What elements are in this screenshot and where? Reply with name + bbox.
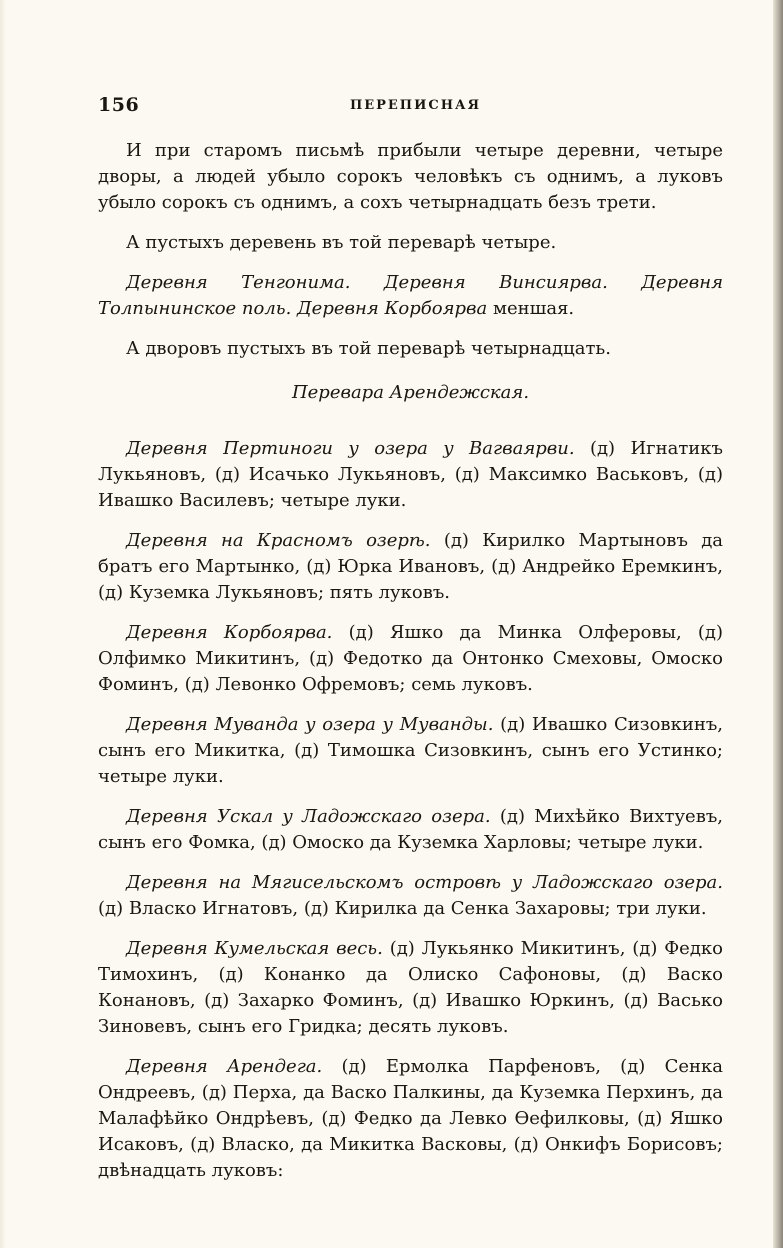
village-names: Деревня Тенгонима. Деревня Винсиярва. Деревня Толпынинское поль. Деревня Корбоярва: [98, 272, 723, 319]
village-name: Деревня на Мягисельскомъ островѣ у Ладожскаго озера.: [126, 872, 723, 893]
village-entry: Деревня Муванда у озера у Муванды. (д) Ивашко Сизовкинъ, сынъ его Микитка, (д) Тимошка Сизовкинъ, сынъ его Устинко; четыре луки.: [98, 714, 723, 787]
village-entry: Деревня Арендега. (д) Ермолка Парфеновъ, (д) Сенка Ондреевъ, (д) Перха, да Васко Палкины, да Куземка Перхинъ, да Малафѣйко Ондрѣевъ, (д) Федко да Левко Ѳефилковы, (д) Яшко Исаковъ, (д) Власко, да Микитка Васковы, (д) Онкифъ Борисовъ; двѣнадцать луковъ:: [98, 1056, 723, 1181]
paragraph: Деревня Тенгонима. Деревня Винсиярва. Деревня Толпынинское поль. Деревня Корбоярва меншая.: [98, 272, 723, 319]
village-name: Деревня Пертиноги у озера у Вагваярви.: [126, 438, 575, 459]
village-name: Деревня на Красномъ озерѣ.: [126, 530, 431, 551]
village-entry: Деревня Корбоярва. (д) Яшко да Минка Олферовы, (д) Олфимко Микитинъ, (д) Федотко да Онтонко Смеховы, Омоско Фоминъ, (д) Левонко Офремовъ; семь луковъ.: [98, 622, 724, 695]
page-number: 156: [98, 94, 140, 116]
paragraph: А дворовъ пустыхъ въ той переварѣ четырнадцать.: [126, 338, 611, 359]
village-name: Деревня Кумельская весь.: [126, 938, 383, 959]
village-entry: Деревня на Красномъ озерѣ. (д) Кирилко Мартыновъ да братъ его Мартынко, (д) Юрка Ивановъ, (д) Андрейко Еремкинъ, (д) Куземка Лукьяновъ; пять луковъ.: [98, 530, 724, 603]
village-entry: Деревня Пертиноги у озера у Вагваярви. (д) Игнатикъ Лукьяновъ, (д) Исачько Лукьяновъ, (д) Максимко Васьковъ, (д) Ивашко Василевъ; четыре луки.: [98, 438, 723, 511]
running-title: ПЕРЕПИСНАЯ: [349, 98, 482, 113]
village-name: Деревня Корбоярва.: [126, 622, 333, 643]
village-entry: Деревня на Мягисельскомъ островѣ у Ладожскаго озера. (д) Власко Игнатовъ, (д) Кирилка да Сенка Захаровы; три луки.: [98, 872, 723, 919]
paragraph: И при старомъ письмѣ прибыли четыре деревни, четыре дворы, а людей убыло сорокъ человѣкъ съ однимъ, а луковъ убыло сорокъ съ однимъ, а сохъ четырнадцать безъ трети.: [98, 140, 723, 213]
village-name: Деревня Муванда у озера у Муванды.: [126, 714, 494, 735]
village-name: Деревня Ускал у Ладожскаго озера.: [126, 806, 491, 827]
village-entry: Деревня Кумельская весь. (д) Лукьянко Микитинъ, (д) Федко Тимохинъ, (д) Конанко да Олиско Сафоновы, (д) Васко Конановъ, (д) Захарко Фоминъ, (д) Ивашко Юркинъ, (д) Васько Зиновевъ, сынъ его Гридка; десять луковъ.: [98, 938, 724, 1037]
village-entry: Деревня Ускал у Ладожскаго озера. (д) Михѣйко Вихтуевъ, сынъ его Фомка, (д) Омоско да Куземка Харловы; четыре луки.: [98, 806, 723, 853]
page-body: [98, 138, 723, 1198]
village-name: Деревня Арендега.: [126, 1056, 323, 1077]
page-header: [98, 94, 723, 124]
paragraph: А пустыхъ деревень въ той переварѣ четыре.: [126, 232, 557, 253]
section-heading: Перевара Арендежская.: [291, 382, 530, 403]
